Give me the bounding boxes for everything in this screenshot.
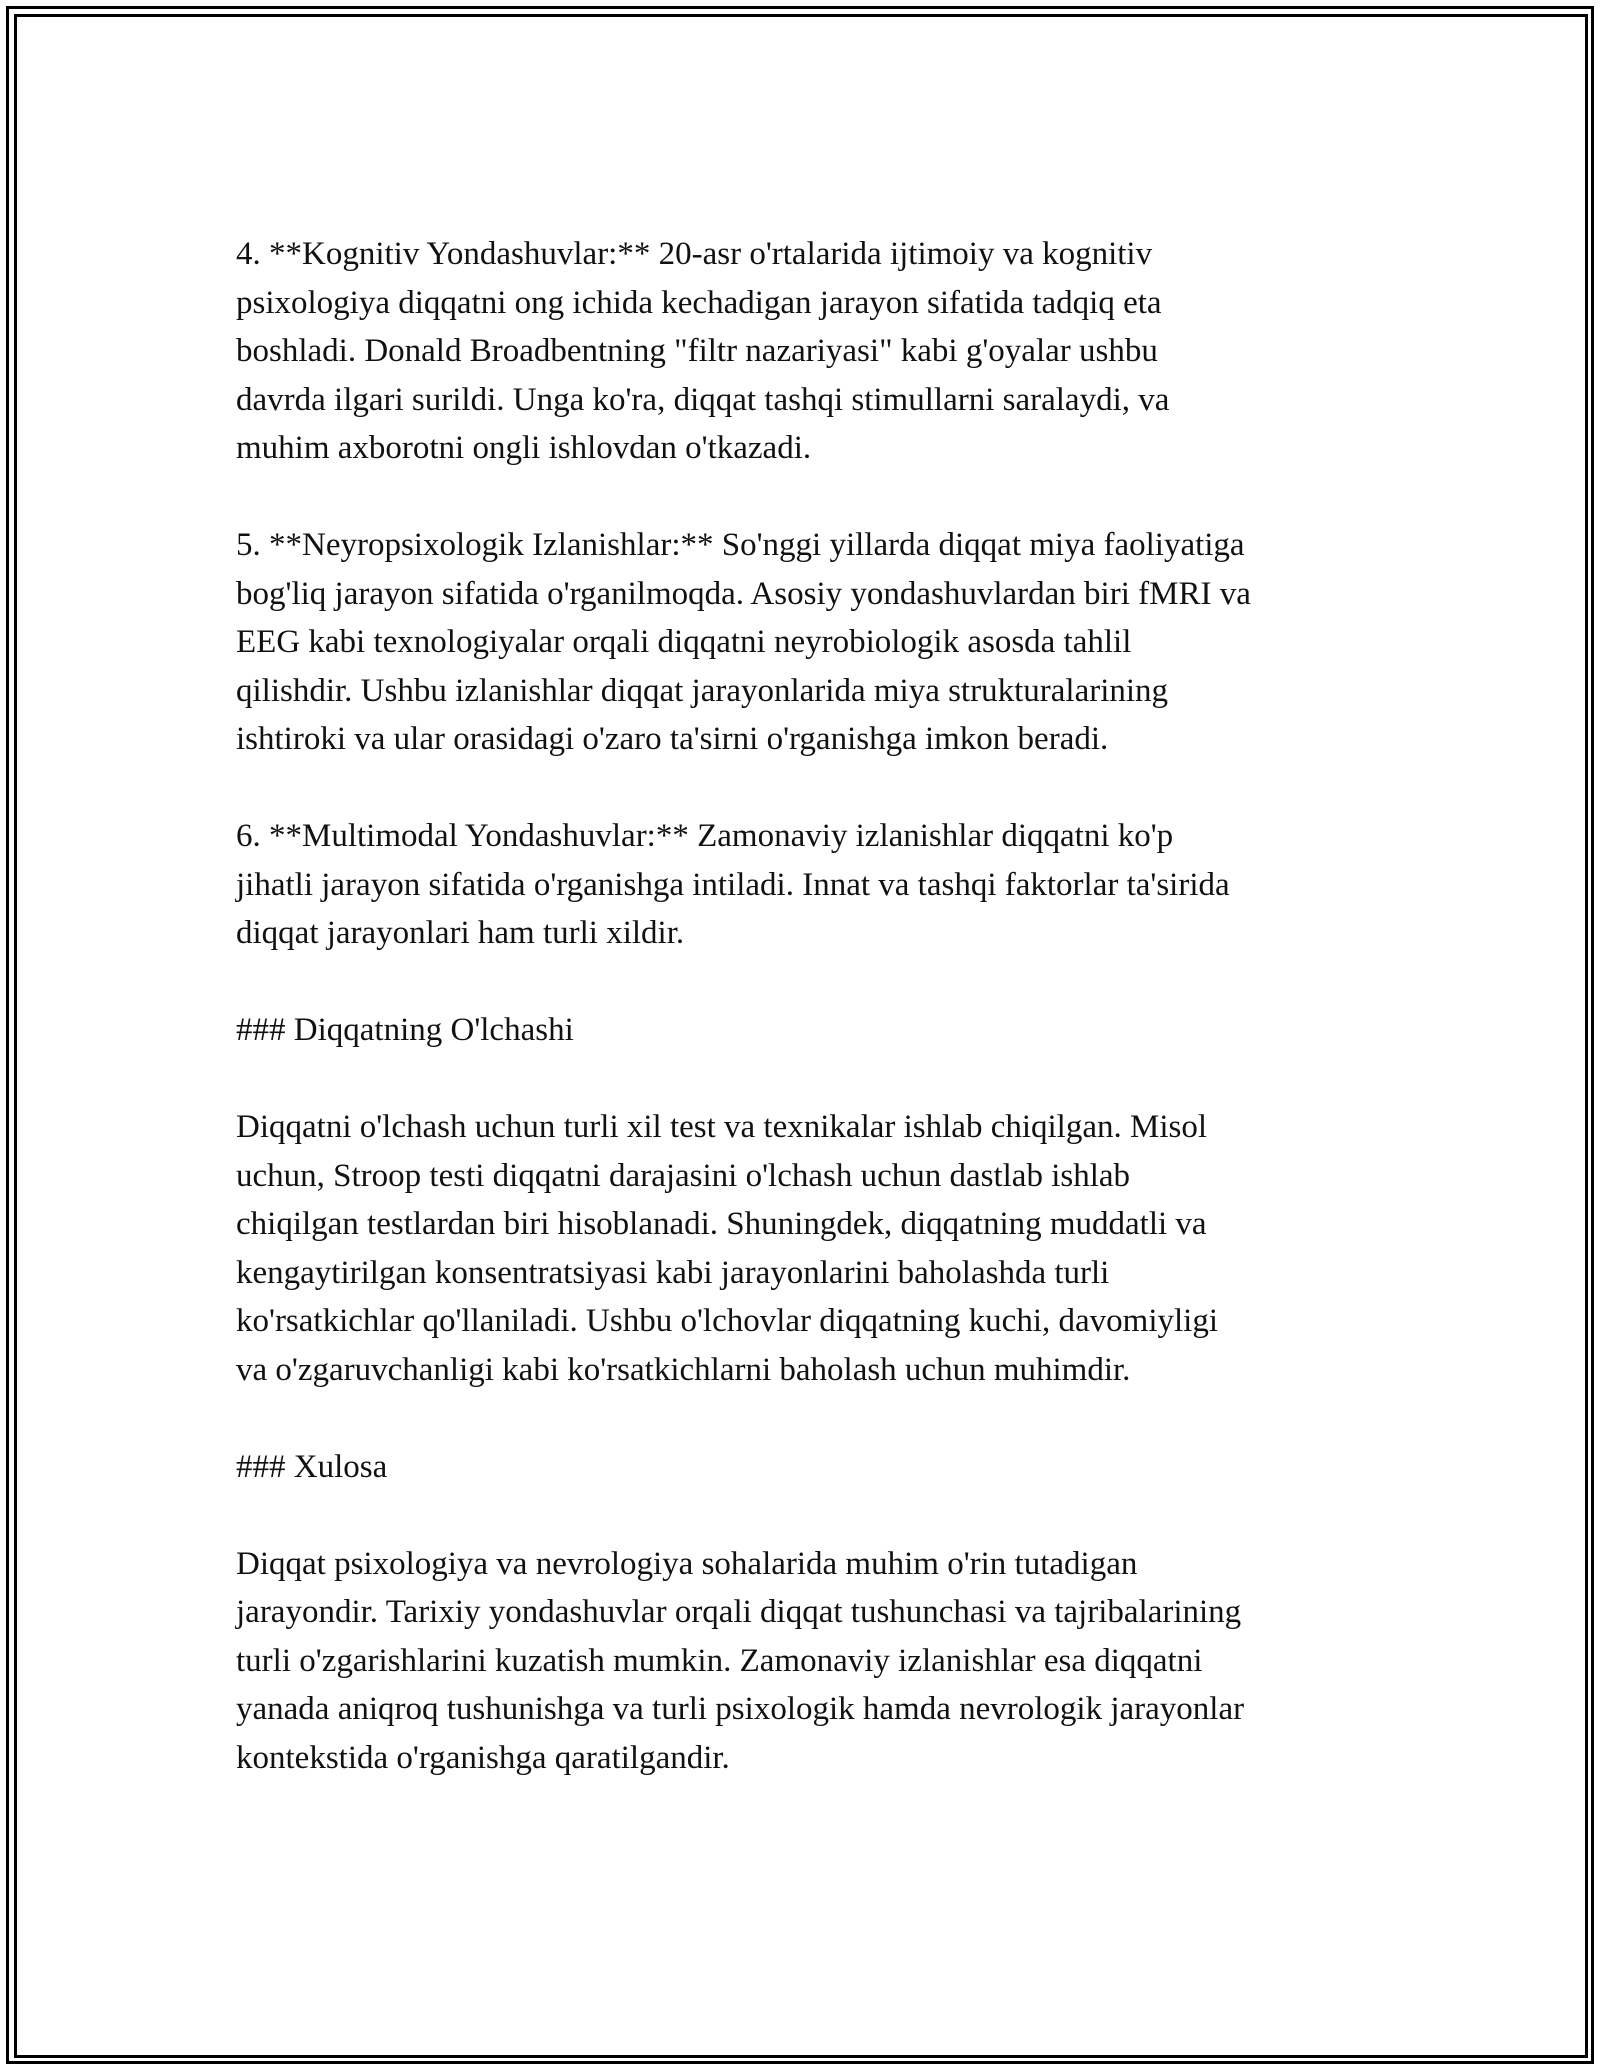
text-line: yanada aniqroq tushunishga va turli psixologik hamda nevrologik jarayonlar (236, 1691, 1245, 1727)
paragraph-kognitiv-yondashuvlar (236, 230, 1376, 473)
section-heading: ### Diqqatning O'lchashi (236, 1012, 574, 1048)
text-line: ishtiroki va ular orasidagi o'zaro ta'sirni o'rganishga imkon beradi. (236, 721, 1109, 757)
text-line: bog'liq jarayon sifatida o'rganilmoqda. Asosiy yondashuvlardan biri fMRI va (236, 575, 1251, 612)
text-line: Diqqatni o'lchash uchun turli xil test va texnikalar ishlab chiqilgan. Misol (236, 1109, 1208, 1145)
text-line: davrda ilgari surildi. Unga ko'ra, diqqat tashqi stimullarni saralaydi, va (236, 381, 1170, 418)
text-line: 4. **Kognitiv Yondashuvlar:** 20-asr o'rtalarida ijtimoiy va kognitiv (236, 236, 1153, 272)
text-line: 6. **Multimodal Yondashuvlar:** Zamonaviy izlanishlar diqqatni ko'p (236, 818, 1174, 854)
text-line: qilishdir. Ushbu izlanishlar diqqat jarayonlarida miya strukturalarining (236, 672, 1169, 709)
text-line: turli o'zgarishlarini kuzatish mumkin. Zamonaviy izlanishlar esa diqqatni (236, 1642, 1203, 1679)
text-line: jihatli jarayon sifatida o'rganishga intiladi. Innat va tashqi faktorlar ta'sirida (236, 866, 1230, 903)
text-line: kengaytirilgan konsentratsiyasi kabi jarayonlarini baholashda turli (236, 1254, 1110, 1291)
text-line: Diqqat psixologiya va nevrologiya sohalarida muhim o'rin tutadigan (236, 1545, 1138, 1582)
text-line: ko'rsatkichlar qo'llaniladi. Ushbu o'lchovlar diqqatning kuchi, davomiyligi (236, 1303, 1218, 1339)
heading-xulosa (236, 1443, 1376, 1492)
paragraph-olchash (236, 1103, 1376, 1394)
text-line: va o'zgaruvchanligi kabi ko'rsatkichlarni baholash uchun muhimdir. (236, 1351, 1131, 1388)
text-line: psixologiya diqqatni ong ichida kechadigan jarayon sifatida tadqiq eta (236, 284, 1162, 321)
text-line: uchun, Stroop testi diqqatni darajasini o'lchash uchun dastlab ishlab (236, 1157, 1131, 1194)
section-heading: ### Xulosa (236, 1448, 388, 1485)
paragraph-multimodal-yondashuvlar (236, 812, 1376, 958)
text-line: kontekstida o'rganishga qaratilgandir. (236, 1739, 730, 1776)
text-line: diqqat jarayonlari ham turli xildir. (236, 915, 685, 951)
paragraph-neyropsixologik-izlanishlar (236, 521, 1376, 764)
text-line: jarayondir. Tarixiy yondashuvlar orqali diqqat tushunchasi va tajribalarining (236, 1594, 1242, 1630)
text-line: 5. **Neyropsixologik Izlanishlar:** So'nggi yillarda diqqat miya faoliyatiga (236, 527, 1245, 563)
text-line: muhim axborotni ongli ishlovdan o'tkazadi. (236, 430, 812, 466)
document-body (236, 230, 1376, 1831)
text-line: chiqilgan testlardan biri hisoblanadi. Shuningdek, diqqatning muddatli va (236, 1206, 1207, 1242)
paragraph-xulosa (236, 1540, 1376, 1783)
text-line: EEG kabi texnologiyalar orqali diqqatni neyrobiologik asosda tahlil (236, 624, 1132, 660)
text-line: boshladi. Donald Broadbentning "filtr nazariyasi" kabi g'oyalar ushbu (236, 333, 1158, 369)
heading-diqqatning-olchashi (236, 1006, 1376, 1055)
